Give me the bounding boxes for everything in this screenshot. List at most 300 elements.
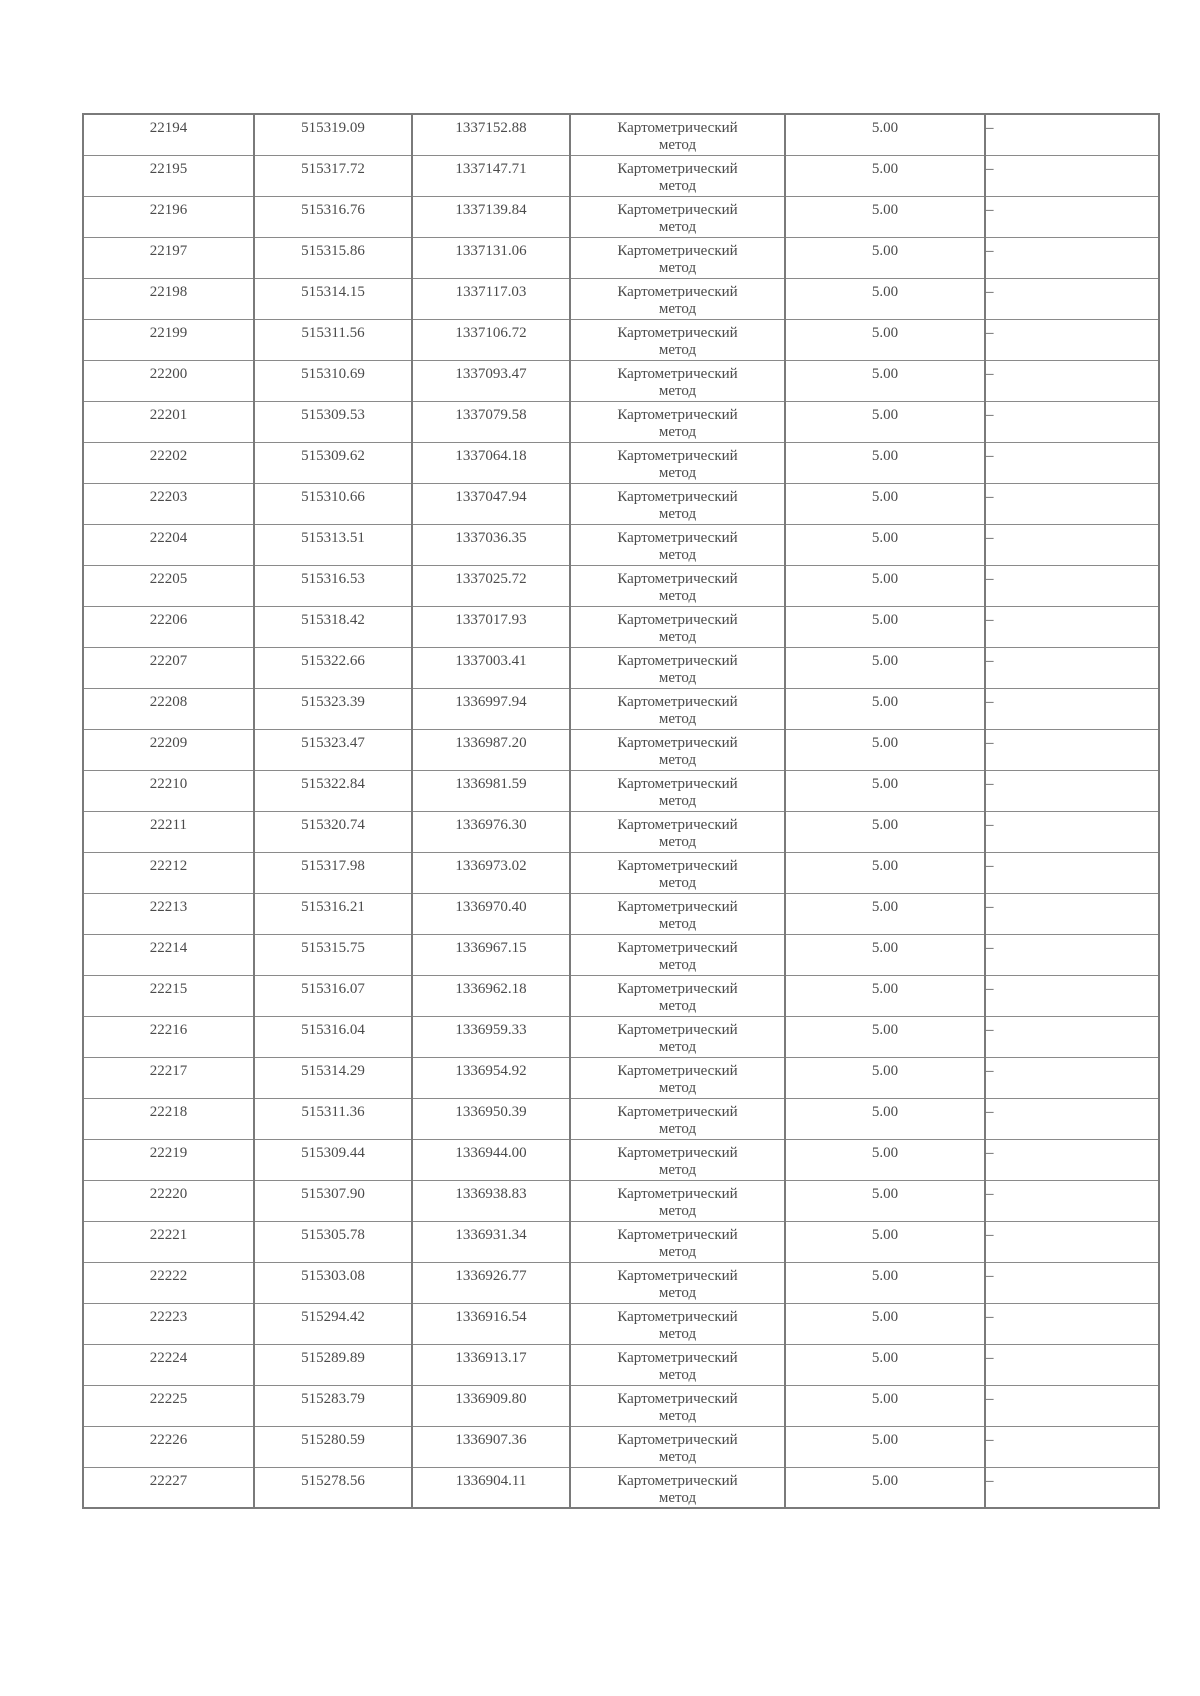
point-number-cell: 22217 — [83, 1057, 254, 1098]
description-cell: – — [985, 1180, 1159, 1221]
accuracy-cell: 5.00 — [785, 1303, 985, 1344]
description-cell: – — [985, 811, 1159, 852]
table-row — [83, 1180, 1159, 1221]
accuracy-cell: 5.00 — [785, 893, 985, 934]
y-coordinate-cell: 1336970.40 — [412, 893, 570, 934]
accuracy-cell: 5.00 — [785, 1098, 985, 1139]
table-row — [83, 975, 1159, 1016]
table-row — [83, 770, 1159, 811]
method-cell — [570, 155, 785, 196]
description-cell: – — [985, 893, 1159, 934]
point-number-cell: 22201 — [83, 401, 254, 442]
method-label-line2: метод — [658, 1079, 697, 1096]
method-cell — [570, 811, 785, 852]
method-label-line1: Картометрический — [617, 1472, 738, 1489]
method-label-line1: Картометрический — [617, 939, 738, 956]
point-number-cell: 22224 — [83, 1344, 254, 1385]
method-label-line2: метод — [658, 300, 697, 317]
method-label-line1: Картометрический — [617, 1103, 738, 1120]
y-coordinate-cell: 1336997.94 — [412, 688, 570, 729]
x-coordinate-cell: 515319.09 — [254, 114, 412, 155]
table-row — [83, 278, 1159, 319]
method-label-line1: Картометрический — [617, 365, 738, 382]
method-label-line2: метод — [658, 382, 697, 399]
y-coordinate-cell: 1336967.15 — [412, 934, 570, 975]
point-number-cell: 22202 — [83, 442, 254, 483]
description-cell: – — [985, 360, 1159, 401]
x-coordinate-cell: 515316.21 — [254, 893, 412, 934]
point-number-cell: 22204 — [83, 524, 254, 565]
method-label-line1: Картометрический — [617, 1144, 738, 1161]
description-cell: – — [985, 278, 1159, 319]
method-label-line1: Картометрический — [617, 1062, 738, 1079]
accuracy-cell: 5.00 — [785, 524, 985, 565]
y-coordinate-cell: 1337117.03 — [412, 278, 570, 319]
y-coordinate-cell: 1336959.33 — [412, 1016, 570, 1057]
method-cell — [570, 1303, 785, 1344]
accuracy-cell: 5.00 — [785, 852, 985, 893]
method-label-line2: метод — [658, 874, 697, 891]
method-label-line2: метод — [658, 423, 697, 440]
description-cell: – — [985, 319, 1159, 360]
method-label-line2: метод — [658, 137, 697, 153]
table-row — [83, 565, 1159, 606]
method-cell — [570, 647, 785, 688]
point-number-cell: 22194 — [83, 114, 254, 155]
description-cell: – — [985, 934, 1159, 975]
accuracy-cell: 5.00 — [785, 647, 985, 688]
method-cell — [570, 278, 785, 319]
table-row — [83, 1344, 1159, 1385]
method-label-line1: Картометрический — [617, 734, 738, 751]
accuracy-cell: 5.00 — [785, 1016, 985, 1057]
method-cell — [570, 1016, 785, 1057]
document-page — [82, 113, 1158, 1509]
method-cell — [570, 483, 785, 524]
description-cell: – — [985, 401, 1159, 442]
description-cell: – — [985, 483, 1159, 524]
method-cell — [570, 196, 785, 237]
table-row — [83, 1016, 1159, 1057]
method-label-line2: метод — [658, 833, 697, 850]
x-coordinate-cell: 515316.07 — [254, 975, 412, 1016]
method-label-line2: метод — [658, 1202, 697, 1219]
table-row — [83, 811, 1159, 852]
method-label-line2: метод — [658, 669, 697, 686]
y-coordinate-cell: 1337106.72 — [412, 319, 570, 360]
method-label-line2: метод — [658, 1284, 697, 1301]
y-coordinate-cell: 1336904.11 — [412, 1467, 570, 1508]
description-cell: – — [985, 852, 1159, 893]
method-label-line1: Картометрический — [617, 120, 738, 136]
method-label-line1: Картометрический — [617, 242, 738, 259]
description-cell: – — [985, 647, 1159, 688]
x-coordinate-cell: 515307.90 — [254, 1180, 412, 1221]
method-label-line1: Картометрический — [617, 1267, 738, 1284]
method-label-line1: Картометрический — [617, 324, 738, 341]
x-coordinate-cell: 515303.08 — [254, 1262, 412, 1303]
method-label-line2: метод — [658, 1120, 697, 1137]
coordinates-table — [82, 113, 1160, 1509]
description-cell: – — [985, 1262, 1159, 1303]
accuracy-cell: 5.00 — [785, 1057, 985, 1098]
x-coordinate-cell: 515316.53 — [254, 565, 412, 606]
point-number-cell: 22227 — [83, 1467, 254, 1508]
x-coordinate-cell: 515309.62 — [254, 442, 412, 483]
x-coordinate-cell: 515309.44 — [254, 1139, 412, 1180]
point-number-cell: 22210 — [83, 770, 254, 811]
method-label-line2: метод — [658, 1448, 697, 1465]
method-label-line2: метод — [658, 546, 697, 563]
method-label-line2: метод — [658, 710, 697, 727]
table-row — [83, 114, 1159, 155]
y-coordinate-cell: 1337152.88 — [412, 114, 570, 155]
x-coordinate-cell: 515317.72 — [254, 155, 412, 196]
y-coordinate-cell: 1337139.84 — [412, 196, 570, 237]
table-row — [83, 1139, 1159, 1180]
method-cell — [570, 1221, 785, 1262]
description-cell: – — [985, 606, 1159, 647]
description-cell: – — [985, 524, 1159, 565]
x-coordinate-cell: 515310.69 — [254, 360, 412, 401]
x-coordinate-cell: 515294.42 — [254, 1303, 412, 1344]
table-row — [83, 360, 1159, 401]
description-cell: – — [985, 442, 1159, 483]
table-row — [83, 893, 1159, 934]
table-row — [83, 237, 1159, 278]
table-row — [83, 401, 1159, 442]
table-row — [83, 1303, 1159, 1344]
method-label-line1: Картометрический — [617, 1349, 738, 1366]
accuracy-cell: 5.00 — [785, 1426, 985, 1467]
point-number-cell: 22211 — [83, 811, 254, 852]
method-label-line2: метод — [658, 177, 697, 194]
coordinates-table-body — [83, 114, 1159, 1508]
y-coordinate-cell: 1336976.30 — [412, 811, 570, 852]
accuracy-cell: 5.00 — [785, 565, 985, 606]
point-number-cell: 22220 — [83, 1180, 254, 1221]
method-label-line1: Картометрический — [617, 1226, 738, 1243]
y-coordinate-cell: 1336944.00 — [412, 1139, 570, 1180]
table-row — [83, 934, 1159, 975]
description-cell: – — [985, 1303, 1159, 1344]
accuracy-cell: 5.00 — [785, 975, 985, 1016]
point-number-cell: 22218 — [83, 1098, 254, 1139]
method-label-line2: метод — [658, 997, 697, 1014]
table-row — [83, 1221, 1159, 1262]
method-cell — [570, 1426, 785, 1467]
x-coordinate-cell: 515316.76 — [254, 196, 412, 237]
description-cell: – — [985, 1098, 1159, 1139]
method-label-line2: метод — [658, 218, 697, 235]
accuracy-cell: 5.00 — [785, 155, 985, 196]
description-cell: – — [985, 688, 1159, 729]
method-cell — [570, 319, 785, 360]
method-label-line2: метод — [658, 464, 697, 481]
accuracy-cell: 5.00 — [785, 196, 985, 237]
accuracy-cell: 5.00 — [785, 811, 985, 852]
point-number-cell: 22195 — [83, 155, 254, 196]
method-cell — [570, 688, 785, 729]
y-coordinate-cell: 1336973.02 — [412, 852, 570, 893]
method-label-line2: метод — [658, 341, 697, 358]
method-label-line2: метод — [658, 1243, 697, 1260]
x-coordinate-cell: 515278.56 — [254, 1467, 412, 1508]
method-label-line2: метод — [658, 505, 697, 522]
method-cell — [570, 114, 785, 155]
point-number-cell: 22197 — [83, 237, 254, 278]
method-label-line2: метод — [658, 915, 697, 932]
description-cell: – — [985, 1385, 1159, 1426]
y-coordinate-cell: 1337079.58 — [412, 401, 570, 442]
point-number-cell: 22209 — [83, 729, 254, 770]
method-cell — [570, 934, 785, 975]
x-coordinate-cell: 515314.15 — [254, 278, 412, 319]
accuracy-cell: 5.00 — [785, 278, 985, 319]
y-coordinate-cell: 1337036.35 — [412, 524, 570, 565]
method-label-line1: Картометрический — [617, 816, 738, 833]
method-label-line1: Картометрический — [617, 1308, 738, 1325]
method-cell — [570, 524, 785, 565]
table-row — [83, 606, 1159, 647]
point-number-cell: 22219 — [83, 1139, 254, 1180]
accuracy-cell: 5.00 — [785, 442, 985, 483]
method-cell — [570, 975, 785, 1016]
accuracy-cell: 5.00 — [785, 1344, 985, 1385]
point-number-cell: 22225 — [83, 1385, 254, 1426]
y-coordinate-cell: 1336954.92 — [412, 1057, 570, 1098]
accuracy-cell: 5.00 — [785, 606, 985, 647]
x-coordinate-cell: 515316.04 — [254, 1016, 412, 1057]
y-coordinate-cell: 1336913.17 — [412, 1344, 570, 1385]
x-coordinate-cell: 515311.36 — [254, 1098, 412, 1139]
table-row — [83, 1057, 1159, 1098]
method-label-line1: Картометрический — [617, 1390, 738, 1407]
method-cell — [570, 606, 785, 647]
y-coordinate-cell: 1336962.18 — [412, 975, 570, 1016]
x-coordinate-cell: 515280.59 — [254, 1426, 412, 1467]
method-label-line2: метод — [658, 956, 697, 973]
accuracy-cell: 5.00 — [785, 1262, 985, 1303]
description-cell: – — [985, 729, 1159, 770]
x-coordinate-cell: 515315.75 — [254, 934, 412, 975]
point-number-cell: 22214 — [83, 934, 254, 975]
method-label-line1: Картометрический — [617, 611, 738, 628]
point-number-cell: 22207 — [83, 647, 254, 688]
method-cell — [570, 1098, 785, 1139]
method-label-line2: метод — [658, 259, 697, 276]
method-cell — [570, 1139, 785, 1180]
method-label-line2: метод — [658, 1325, 697, 1342]
method-label-line2: метод — [658, 1366, 697, 1383]
method-cell — [570, 237, 785, 278]
method-label-line2: метод — [658, 1161, 697, 1178]
accuracy-cell: 5.00 — [785, 401, 985, 442]
method-label-line1: Картометрический — [617, 980, 738, 997]
method-cell — [570, 442, 785, 483]
method-label-line2: метод — [658, 587, 697, 604]
description-cell: – — [985, 237, 1159, 278]
x-coordinate-cell: 515315.86 — [254, 237, 412, 278]
description-cell: – — [985, 975, 1159, 1016]
method-cell — [570, 1385, 785, 1426]
method-label-line1: Картометрический — [617, 488, 738, 505]
x-coordinate-cell: 515309.53 — [254, 401, 412, 442]
method-label-line2: метод — [658, 751, 697, 768]
point-number-cell: 22196 — [83, 196, 254, 237]
table-row — [83, 688, 1159, 729]
point-number-cell: 22200 — [83, 360, 254, 401]
accuracy-cell: 5.00 — [785, 237, 985, 278]
method-label-line1: Картометрический — [617, 160, 738, 177]
point-number-cell: 22226 — [83, 1426, 254, 1467]
y-coordinate-cell: 1337147.71 — [412, 155, 570, 196]
y-coordinate-cell: 1336950.39 — [412, 1098, 570, 1139]
table-row — [83, 1426, 1159, 1467]
description-cell: – — [985, 1139, 1159, 1180]
method-cell — [570, 852, 785, 893]
x-coordinate-cell: 515314.29 — [254, 1057, 412, 1098]
description-cell: – — [985, 1426, 1159, 1467]
y-coordinate-cell: 1337047.94 — [412, 483, 570, 524]
method-cell — [570, 1262, 785, 1303]
method-label-line1: Картометрический — [617, 652, 738, 669]
table-row — [83, 319, 1159, 360]
method-label-line1: Картометрический — [617, 1431, 738, 1448]
y-coordinate-cell: 1336981.59 — [412, 770, 570, 811]
accuracy-cell: 5.00 — [785, 1139, 985, 1180]
method-label-line2: метод — [658, 792, 697, 809]
description-cell: – — [985, 1057, 1159, 1098]
x-coordinate-cell: 515283.79 — [254, 1385, 412, 1426]
table-row — [83, 852, 1159, 893]
accuracy-cell: 5.00 — [785, 360, 985, 401]
accuracy-cell: 5.00 — [785, 1467, 985, 1508]
x-coordinate-cell: 515322.66 — [254, 647, 412, 688]
y-coordinate-cell: 1337025.72 — [412, 565, 570, 606]
method-label-line1: Картометрический — [617, 529, 738, 546]
table-row — [83, 1262, 1159, 1303]
table-row — [83, 1385, 1159, 1426]
method-label-line1: Картометрический — [617, 1185, 738, 1202]
y-coordinate-cell: 1336926.77 — [412, 1262, 570, 1303]
y-coordinate-cell: 1336909.80 — [412, 1385, 570, 1426]
method-label-line1: Картометрический — [617, 201, 738, 218]
point-number-cell: 22205 — [83, 565, 254, 606]
x-coordinate-cell: 515305.78 — [254, 1221, 412, 1262]
point-number-cell: 22213 — [83, 893, 254, 934]
accuracy-cell: 5.00 — [785, 483, 985, 524]
y-coordinate-cell: 1336987.20 — [412, 729, 570, 770]
description-cell: – — [985, 1221, 1159, 1262]
accuracy-cell: 5.00 — [785, 1221, 985, 1262]
method-cell — [570, 1180, 785, 1221]
table-row — [83, 729, 1159, 770]
method-label-line2: метод — [658, 1038, 697, 1055]
table-row — [83, 442, 1159, 483]
method-label-line1: Картометрический — [617, 857, 738, 874]
method-cell — [570, 360, 785, 401]
table-row — [83, 483, 1159, 524]
description-cell: – — [985, 1344, 1159, 1385]
point-number-cell: 22206 — [83, 606, 254, 647]
y-coordinate-cell: 1336931.34 — [412, 1221, 570, 1262]
point-number-cell: 22203 — [83, 483, 254, 524]
x-coordinate-cell: 515322.84 — [254, 770, 412, 811]
method-label-line1: Картометрический — [617, 406, 738, 423]
x-coordinate-cell: 515313.51 — [254, 524, 412, 565]
accuracy-cell: 5.00 — [785, 688, 985, 729]
description-cell: – — [985, 770, 1159, 811]
accuracy-cell: 5.00 — [785, 729, 985, 770]
y-coordinate-cell: 1337064.18 — [412, 442, 570, 483]
table-row — [83, 647, 1159, 688]
x-coordinate-cell: 515317.98 — [254, 852, 412, 893]
y-coordinate-cell: 1336938.83 — [412, 1180, 570, 1221]
x-coordinate-cell: 515318.42 — [254, 606, 412, 647]
description-cell: – — [985, 114, 1159, 155]
method-cell — [570, 1344, 785, 1385]
point-number-cell: 22215 — [83, 975, 254, 1016]
y-coordinate-cell: 1336916.54 — [412, 1303, 570, 1344]
method-label-line1: Картометрический — [617, 1021, 738, 1038]
description-cell: – — [985, 155, 1159, 196]
point-number-cell: 22223 — [83, 1303, 254, 1344]
x-coordinate-cell: 515289.89 — [254, 1344, 412, 1385]
table-row — [83, 155, 1159, 196]
description-cell: – — [985, 565, 1159, 606]
method-label-line1: Картометрический — [617, 775, 738, 792]
accuracy-cell: 5.00 — [785, 934, 985, 975]
point-number-cell: 22198 — [83, 278, 254, 319]
method-label-line2: метод — [658, 628, 697, 645]
table-row — [83, 1098, 1159, 1139]
accuracy-cell: 5.00 — [785, 114, 985, 155]
method-label-line1: Картометрический — [617, 570, 738, 587]
x-coordinate-cell: 515323.47 — [254, 729, 412, 770]
table-row — [83, 196, 1159, 237]
method-cell — [570, 1057, 785, 1098]
x-coordinate-cell: 515323.39 — [254, 688, 412, 729]
point-number-cell: 22222 — [83, 1262, 254, 1303]
method-cell — [570, 729, 785, 770]
method-label-line1: Картометрический — [617, 447, 738, 464]
accuracy-cell: 5.00 — [785, 1180, 985, 1221]
y-coordinate-cell: 1337093.47 — [412, 360, 570, 401]
accuracy-cell: 5.00 — [785, 319, 985, 360]
y-coordinate-cell: 1337131.06 — [412, 237, 570, 278]
description-cell: – — [985, 196, 1159, 237]
x-coordinate-cell: 515320.74 — [254, 811, 412, 852]
description-cell: – — [985, 1467, 1159, 1508]
point-number-cell: 22199 — [83, 319, 254, 360]
point-number-cell: 22216 — [83, 1016, 254, 1057]
accuracy-cell: 5.00 — [785, 1385, 985, 1426]
description-cell: – — [985, 1016, 1159, 1057]
method-label-line2: метод — [658, 1407, 697, 1424]
point-number-cell: 22212 — [83, 852, 254, 893]
y-coordinate-cell: 1337003.41 — [412, 647, 570, 688]
method-label-line2: метод — [658, 1489, 697, 1506]
method-label-line1: Картометрический — [617, 693, 738, 710]
x-coordinate-cell: 515311.56 — [254, 319, 412, 360]
y-coordinate-cell: 1336907.36 — [412, 1426, 570, 1467]
method-cell — [570, 893, 785, 934]
method-cell — [570, 1467, 785, 1508]
method-cell — [570, 401, 785, 442]
accuracy-cell: 5.00 — [785, 770, 985, 811]
table-row — [83, 1467, 1159, 1508]
